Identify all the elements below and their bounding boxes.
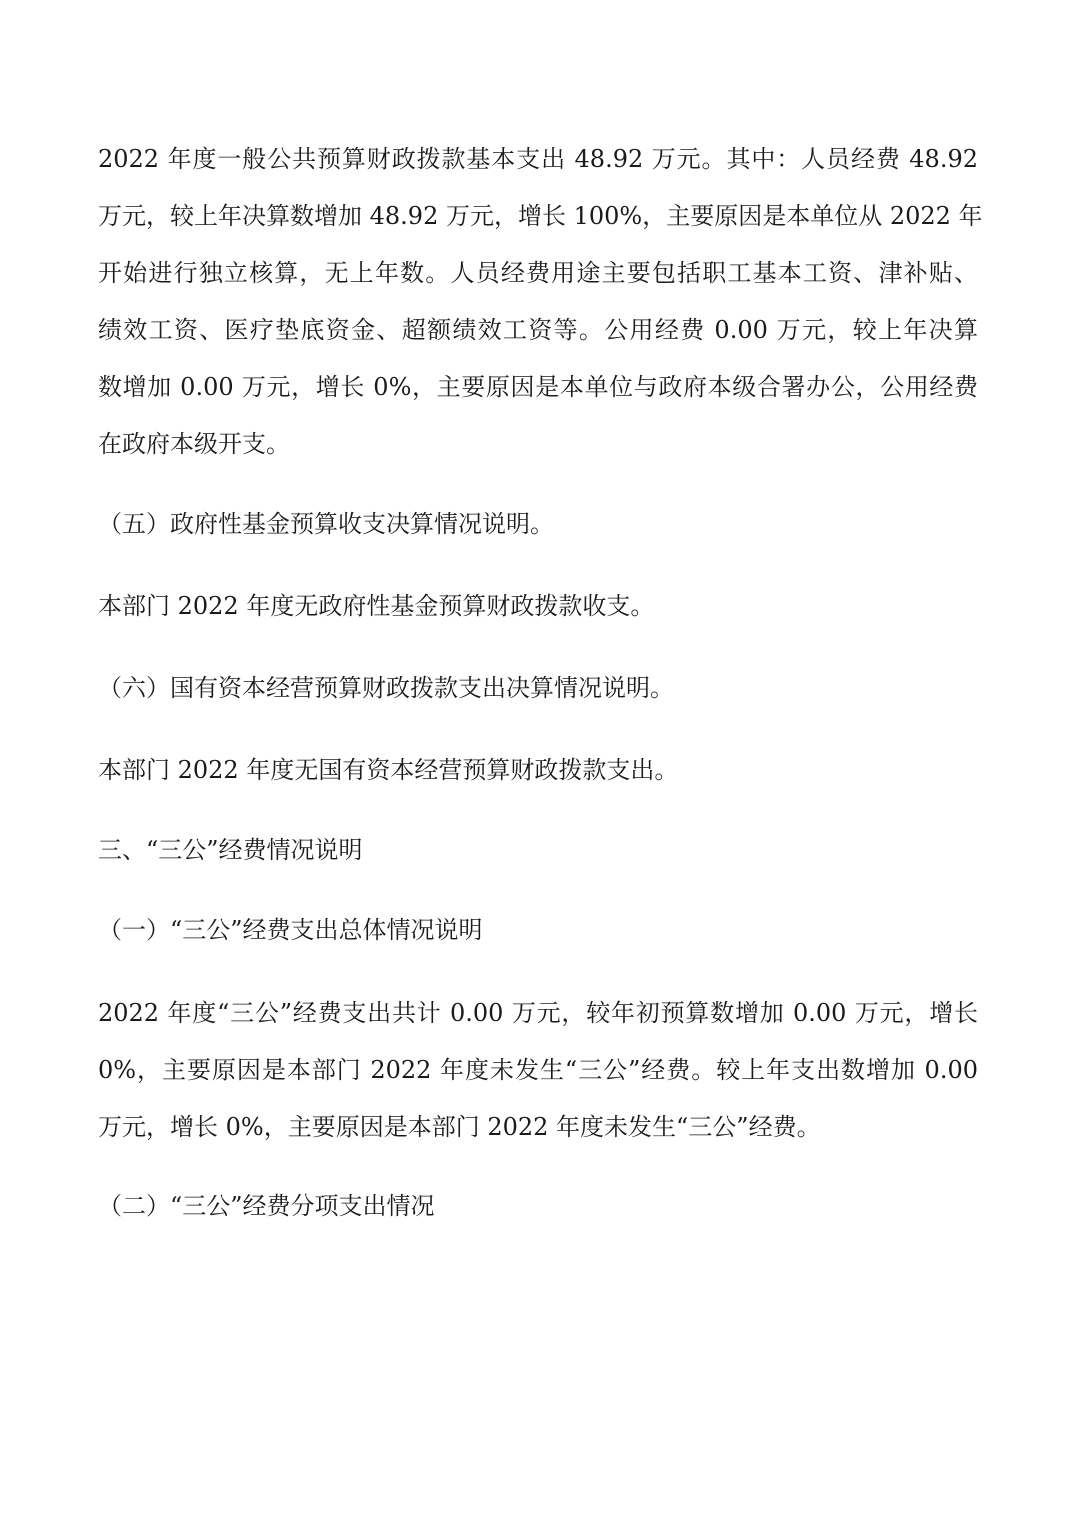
section-heading-state-capital: （六）国有资本经营预算财政拨款支出决算情况说明。 [98,674,674,702]
text-line: 万元，较上年决算数增加 48.92 万元，增长 100%，主要原因是本单位从 2022 年 [98,202,983,230]
section-heading-three-public: 三、“三公”经费情况说明 [98,836,363,864]
text-line: 开始进行独立核算，无上年数。人员经费用途主要包括职工基本工资、津补贴、 [98,259,978,287]
text-line: 万元，增长 0%，主要原因是本部门 2022 年度未发生“三公”经费。 [98,1113,821,1141]
text-line: 绩效工资、医疗垫底资金、超额绩效工资等。公用经费 0.00 万元，较上年决算 [98,316,978,344]
subsection-heading-itemized: （二）“三公”经费分项支出情况 [98,1192,435,1220]
paragraph-state-capital: 本部门 2022 年度无国有资本经营预算财政拨款支出。 [98,756,679,784]
section-heading-government-fund: （五）政府性基金预算收支决算情况说明。 [98,510,554,538]
text-line: 0%，主要原因是本部门 2022 年度未发生“三公”经费。较上年支出数增加 0.00 [98,1056,978,1084]
paragraph-government-fund: 本部门 2022 年度无政府性基金预算财政拨款收支。 [98,592,655,620]
text-line: 2022 年度“三公”经费支出共计 0.00 万元，较年初预算数增加 0.00 万元，增长 [98,999,978,1027]
subsection-heading-overall: （一）“三公”经费支出总体情况说明 [98,916,483,944]
paragraph-basic-expenditure [98,131,983,473]
text-line: 在政府本级开支。 [98,430,290,458]
text-line: 数增加 0.00 万元，增长 0%，主要原因是本单位与政府本级合署办公，公用经费 [98,373,978,401]
paragraph-three-public-overall [98,985,978,1156]
text-line: 2022 年度一般公共预算财政拨款基本支出 48.92 万元。其中：人员经费 48.92 [98,145,978,173]
